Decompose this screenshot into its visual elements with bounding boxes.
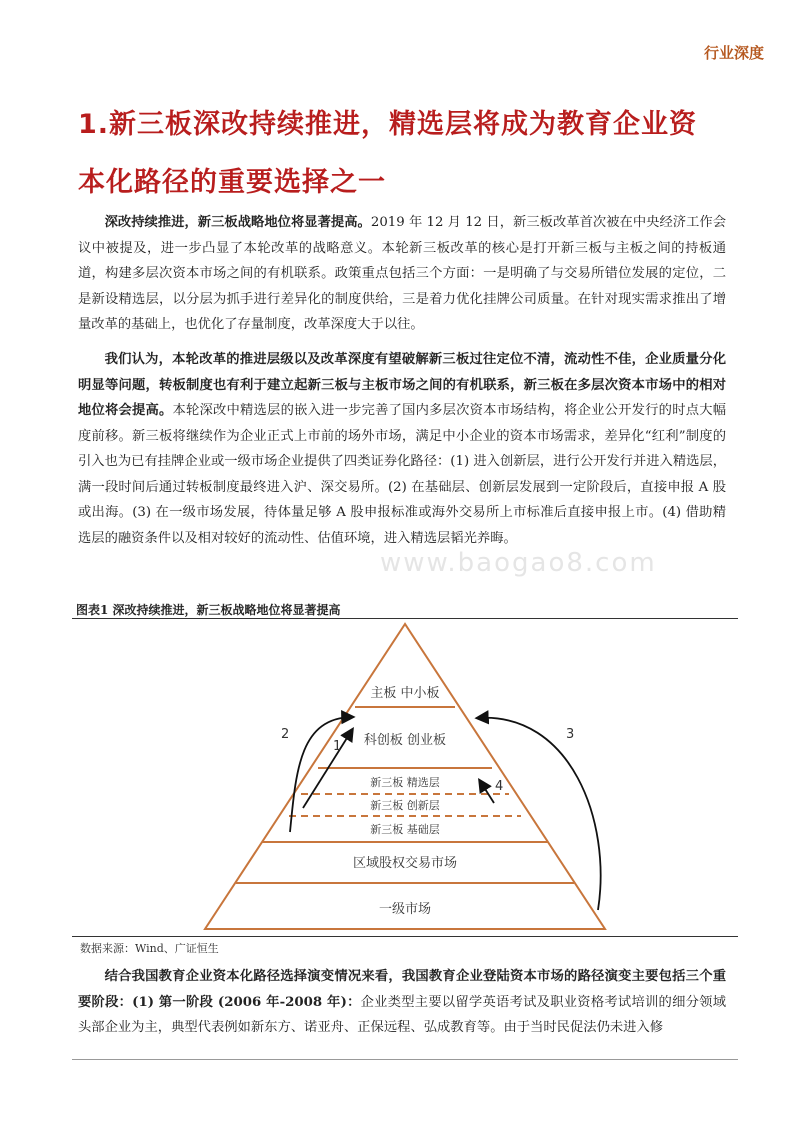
arrow-path-3: [478, 718, 601, 910]
paragraph-1-lead: 深改持续推进，新三板战略地位将显著提高。: [104, 215, 371, 230]
section-title-line2: 本化路径的重要选择之一: [78, 167, 386, 198]
arrow-label-3: 3: [566, 727, 575, 742]
tier-label-select: 新三板 精选层: [370, 776, 440, 789]
watermark: www.baogao8.com: [380, 548, 657, 578]
paragraph-2-text: 本轮深改中精选层的嵌入进一步完善了国内多层次资本市场结构，将企业公开发行的时点大幅度前移。新三板将继续作为企业正式上市前的场外市场，满足中小企业的资本市场需求，差异化“红利”制度的引入也为已有挂牌企业或一级市场企业提供了四类证券化路径：(1) 进入创新层，进行公开发行并进入精选层，满一段时间后通过转板制度最终进入沪、深交易所。(2) 在基础层、创新层发展到一定阶段后，直接申报 A 股或出海。(3) 在一级市场发展，待体量足够 A 股申报标准或海外交易所上市标准后直接申报上市。(4) 借助精选层的融资条件以及相对较好的流动性、估值环境，进入精选层韬光养晦。: [78, 403, 727, 546]
paragraph-1-text: 2019 年 12 月 12 日，新三板改革首次被在中央经济工作会议中被提及，进一步凸显了本轮改革的战略意义。本轮新三板改革的核心是打开新三板与主板之间的持板通道，构建多层次资本市场之间的有机联系。政策重点包括三个方面：一是明确了与交易所错位发展的定位，二是新设精选层，以分层为抓手进行差异化的制度供给，三是着力优化挂牌公司质量。在针对现实需求推出了增量改革的基础上，也优化了存量制度，改革深度大于以往。: [78, 215, 727, 332]
arrow-path-4: [480, 781, 494, 803]
figure-source: 数据来源：Wind、广证恒生: [80, 942, 219, 955]
paragraph-2-lead: 我们认为，本轮改革的推进层级以及改革深度有望破解新三板过往定位不清，流动性不佳，企业质量分化明显等问题，转板制度也有利于建立起新三板与主板市场之间的有机联系，新三板在多层次资本市场中的相对地位将会提高。: [78, 352, 726, 418]
figure-caption: 图表1 深改持续推进，新三板战略地位将显著提高: [76, 603, 341, 617]
tier-label-main-board: 主板 中小板: [370, 686, 440, 701]
arrow-label-4: 4: [495, 779, 504, 794]
tier-label-primary: 一级市场: [378, 902, 432, 917]
paragraph-3-text: 企业类型主要以留学英语考试及职业资格考试培训的细分领域头部企业为主，典型代表例如新东方、诺亚舟、正保远程、弘成教育等。由于当时民促法仍未进入修: [78, 994, 727, 1035]
tier-label-basic: 新三板 基础层: [370, 823, 440, 836]
figure-bottom-rule: [72, 936, 738, 937]
tier-label-regional: 区域股权交易市场: [352, 856, 458, 871]
page-bottom-rule: [72, 1059, 738, 1060]
paragraph-3-lead: 结合我国教育企业资本化路径选择演变情况来看，我国教育企业登陆资本市场的路径演变主要包括三个重要阶段：(1) 第一阶段 (2006 年-2008 年)：: [78, 969, 726, 1010]
arrow-path-2: [290, 717, 352, 832]
section-title-line1: 1.新三板深改持续推进，精选层将成为教育企业资: [78, 109, 698, 140]
tier-label-innovation: 新三板 创新层: [370, 799, 440, 812]
report-type-tag: 行业深度: [703, 44, 764, 62]
arrow-label-1: 1: [333, 739, 342, 754]
arrow-label-2: 2: [281, 727, 290, 742]
tier-label-star-chinext: 科创板 创业板: [363, 733, 447, 748]
paragraph-3: [78, 964, 726, 1041]
